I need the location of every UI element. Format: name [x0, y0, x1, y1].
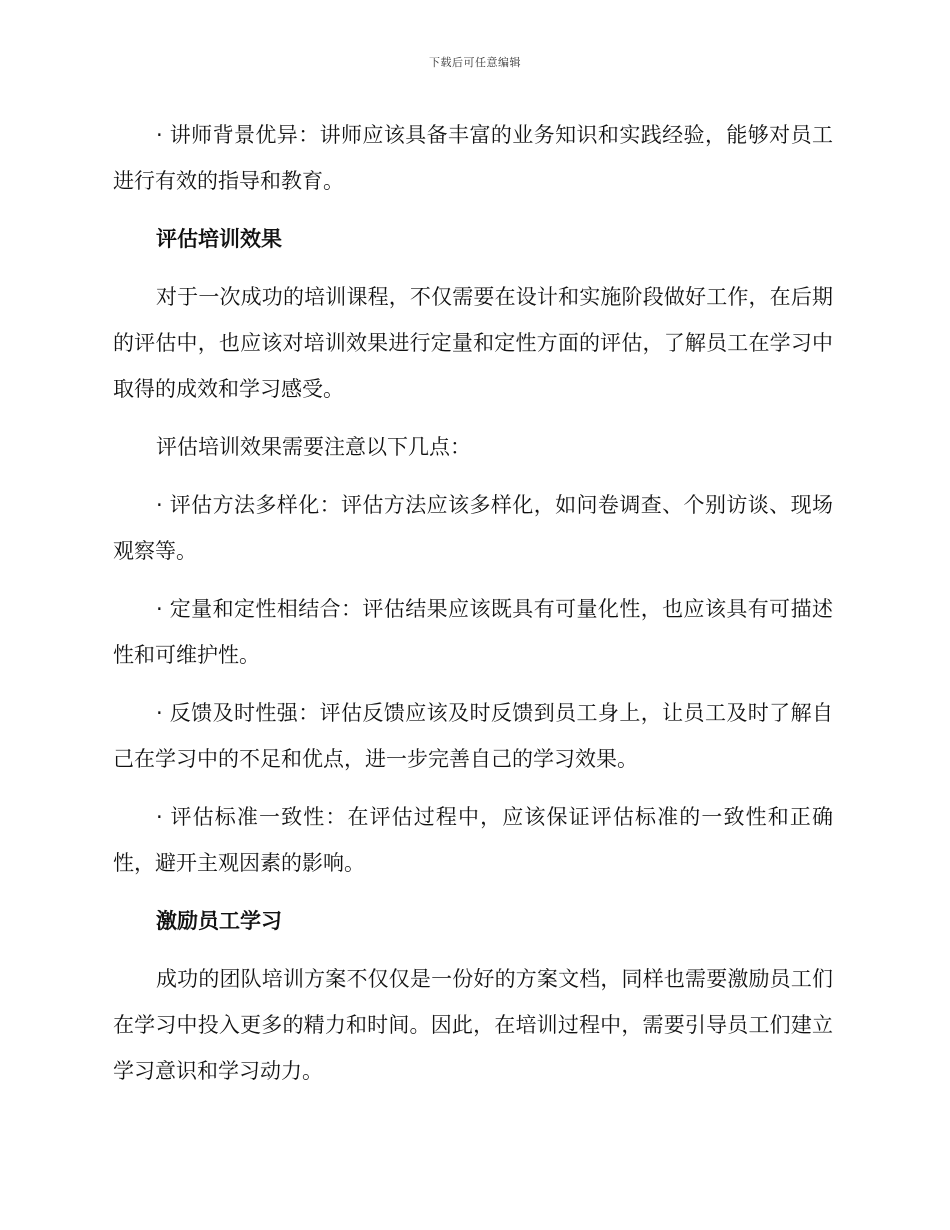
bullet-quantitative-qualitative: · 定量和定性相结合：评估结果应该既具有可量化性，也应该具有可描述性和可维护性。	[113, 597, 833, 667]
paragraph-motivation: 成功的团队培训方案不仅仅是一份好的方案文档，同样也需要激励员工们在学习中投入更多的精力和时间。因此，在培训过程中，需要引导员工们建立学习意识和学习动力。	[113, 967, 833, 1083]
bullet-evaluation-methods: · 评估方法多样化：评估方法应该多样化，如问卷调查、个别访谈、现场观察等。	[113, 493, 833, 563]
paragraph-evaluation-intro: 对于一次成功的培训课程，不仅需要在设计和实施阶段做好工作，在后期的评估中，也应该对培训效果进行定量和定性方面的评估，了解员工在学习中取得的成效和学习感受。	[113, 285, 833, 401]
header-note: 下载后可任意编辑	[429, 56, 521, 69]
document-body	[113, 112, 833, 1106]
bullet-consistent-standards: · 评估标准一致性：在评估过程中，应该保证评估标准的一致性和正确性，避开主观因素的影响。	[113, 805, 833, 875]
section-heading-motivate-learning: 激励员工学习	[156, 909, 282, 933]
section-heading-evaluate-training: 评估培训效果	[156, 227, 282, 251]
bullet-timely-feedback: · 反馈及时性强：评估反馈应该及时反馈到员工身上，让员工及时了解自己在学习中的不足和优点，进一步完善自己的学习效果。	[113, 701, 833, 771]
paragraph-evaluation-points: 评估培训效果需要注意以下几点：	[156, 435, 471, 459]
paragraph-instructor-background: · 讲师背景优异：讲师应该具备丰富的业务知识和实践经验，能够对员工进行有效的指导和教育。	[113, 123, 833, 193]
